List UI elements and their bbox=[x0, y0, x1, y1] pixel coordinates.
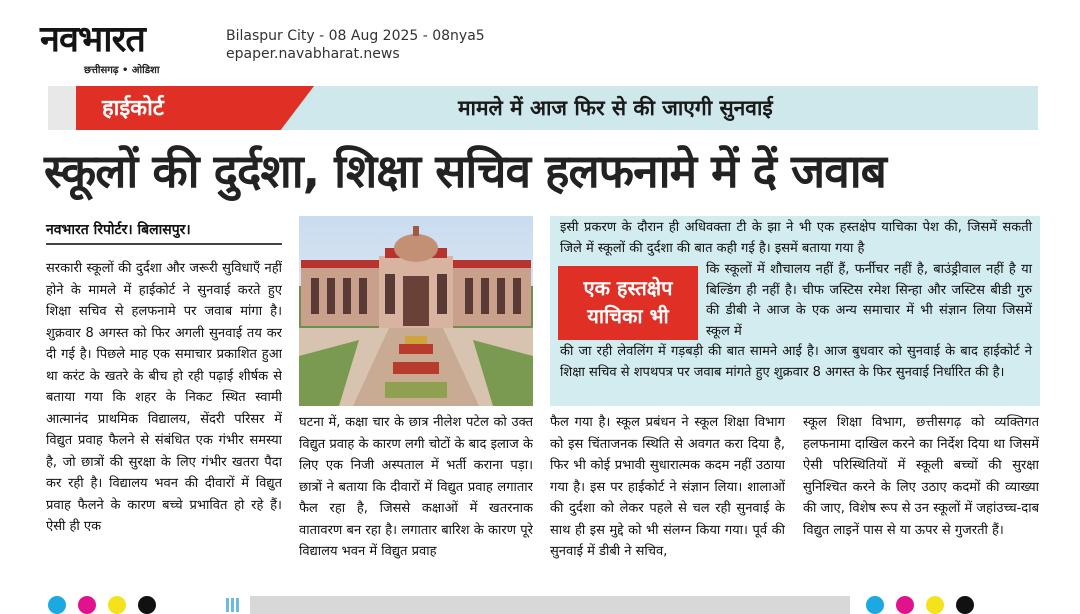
article-column-2: घटना में, कक्षा चार के छात्र नीलेश पटेल को उक्त विद्युत प्रवाह के कारण लगी चोटों के बाद इलाज के लिए एक निजी अस्पताल में भर्ती कराना पड़ा। छात्रों ने बताया कि दीवारों में विद्युत प्रवाह लगातार फैल रहा है, जिससे कक्षाओं में खतरनाक वातावरण बन रहा है। लगातार बारिश के कारण पूरे विद्यालय भवन में विद्युत प्रवाह bbox=[299, 415, 533, 559]
logo-subtitle: छत्तीसगढ़ • ओडिशा bbox=[84, 65, 160, 76]
building-illustration bbox=[299, 216, 533, 406]
article-column-3: फैल गया है। स्कूल प्रबंधन ने स्कूल शिक्षा विभाग को इस चिंताजनक स्थिति से अवगत करा दिया है, फिर भी कोई प्रभावी सुधारात्मक कदम नहीं उठाया गया है। इस पर हाईकोर्ट ने संज्ञान लिया। शालाओं की दुर्दशा को लेकर पहले से चल रही सुनवाई के साथ ही इस मुद्दे को भी संलग्न किया गया। पूर्व की सुनवाई में डीबी ने सचिव, bbox=[550, 415, 785, 559]
related-story-text-top: इसी प्रकरण के दौरान ही अधिवक्ता टी के झा ने भी एक हस्तक्षेप याचिका पेश की, जिसमें सकती जिले में स्कूलों की दुर्दशा की बात कही गई है। इसमें बताया गया है bbox=[560, 220, 1032, 256]
logo-wordmark: नवभारत bbox=[40, 19, 145, 60]
newspaper-logo bbox=[38, 20, 214, 74]
yellow-registration-dot bbox=[926, 596, 944, 614]
color-bar-icon bbox=[226, 598, 240, 612]
footer-grey-bar bbox=[250, 596, 850, 614]
banner-notch bbox=[48, 86, 78, 130]
related-story-label-line-2: याचिका भी bbox=[587, 304, 669, 328]
related-story-text-right: कि स्कूलों में शौचालय नहीं हैं, फर्नीचर नहीं है, बाउंड्रीवाल नहीं है या बिल्डिंग ही नहीं है। चीफ जस्टिस रमेश सिन्हा और जस्टिस बीडी गुरु की डीबी ने आज के एक अन्य समाचार में भी संज्ञान लिया जिसमें स्कूल में bbox=[706, 262, 1032, 339]
related-story-text-bottom: की जा रही लेवलिंग में गड़बड़ी की बात सामने आई है। आज बुधवार को सुनवाई के बाद हाईकोर्ट ने शिक्षा सचिव से शपथपत्र पर जवाब मांगते हुए शुक्रवार 8 अगस्त के फिर सुनवाई निर्धारित की है। bbox=[560, 344, 1032, 380]
epaper-url[interactable]: epaper.navabharat.news bbox=[226, 46, 400, 62]
high-court-building-photo bbox=[299, 216, 533, 406]
black-registration-dot bbox=[956, 596, 974, 614]
byline-divider bbox=[46, 243, 282, 245]
print-registration-strip bbox=[0, 594, 1080, 614]
cyan-registration-dot bbox=[866, 596, 884, 614]
magenta-registration-dot bbox=[896, 596, 914, 614]
related-story-label bbox=[558, 266, 698, 340]
edition-info: Bilaspur City - 08 Aug 2025 - 08nya5 bbox=[226, 28, 485, 44]
article-column-4: स्कूल शिक्षा विभाग, छत्तीसगढ़ को व्यक्तिगत हलफनामा दाखिल करने का निर्देश दिया था जिसमें ऐसी परिस्थितियों में स्कूली बच्चों की सुरक्षा सुनिश्चित करने के लिए उठाए कदमों की व्याख्या की जाए, विशेष रूप से उन स्कूलों में जहांउच्च-दाब विद्युत लाइनें पास से या ऊपर से गुजरती हैं। bbox=[803, 415, 1039, 538]
masthead bbox=[0, 0, 1080, 78]
article-column-1: सरकारी स्कूलों की दुर्दशा और जरूरी सुविधाएँ नहीं होने के मामले में हाईकोर्ट ने सुनवाई करते हुए शिक्षा सचिव से हलफनामे पर जवाब मांगा है। शुक्रवार 8 अगस्त को फिर अगली सुनवाई तय कर दी गई है। पिछले माह एक समाचार प्रकाशित हुआ था करंट के खतरे के बीच हो रही पढ़ाई शीर्षक से बताया गया कि शहर के निकट स्थित स्वामी आत्मानंद प्राथमिक विद्यालय, सेंदरी परिसर में विद्युत प्रवाह फैलने से संबंधित एक गंभीर समस्या है, जो छात्रों की सुरक्षा के लिए गंभीर खतरा पैदा कर रही है। विद्यालय भवन की दीवारों में विद्युत प्रवाह फैलने के कारण बच्चे प्रभावित हो रहे हैं। ऐसी ही एक bbox=[46, 261, 282, 534]
byline: नवभारत रिपोर्टर। बिलासपुर। bbox=[46, 222, 191, 238]
section-tag-label: हाईकोर्ट bbox=[102, 96, 164, 121]
related-story-label-line-1: एक हस्तक्षेप bbox=[583, 276, 673, 300]
section-banner bbox=[48, 86, 1038, 130]
cyan-registration-dot bbox=[48, 596, 66, 614]
yellow-registration-dot bbox=[108, 596, 126, 614]
kicker-headline: मामले में आज फिर से की जाएगी सुनवाई bbox=[458, 96, 773, 120]
main-headline: स्कूलों की दुर्दशा, शिक्षा सचिव हलफनामे में दें जवाब bbox=[44, 144, 886, 198]
black-registration-dot bbox=[138, 596, 156, 614]
related-story-box bbox=[550, 216, 1040, 406]
magenta-registration-dot bbox=[78, 596, 96, 614]
